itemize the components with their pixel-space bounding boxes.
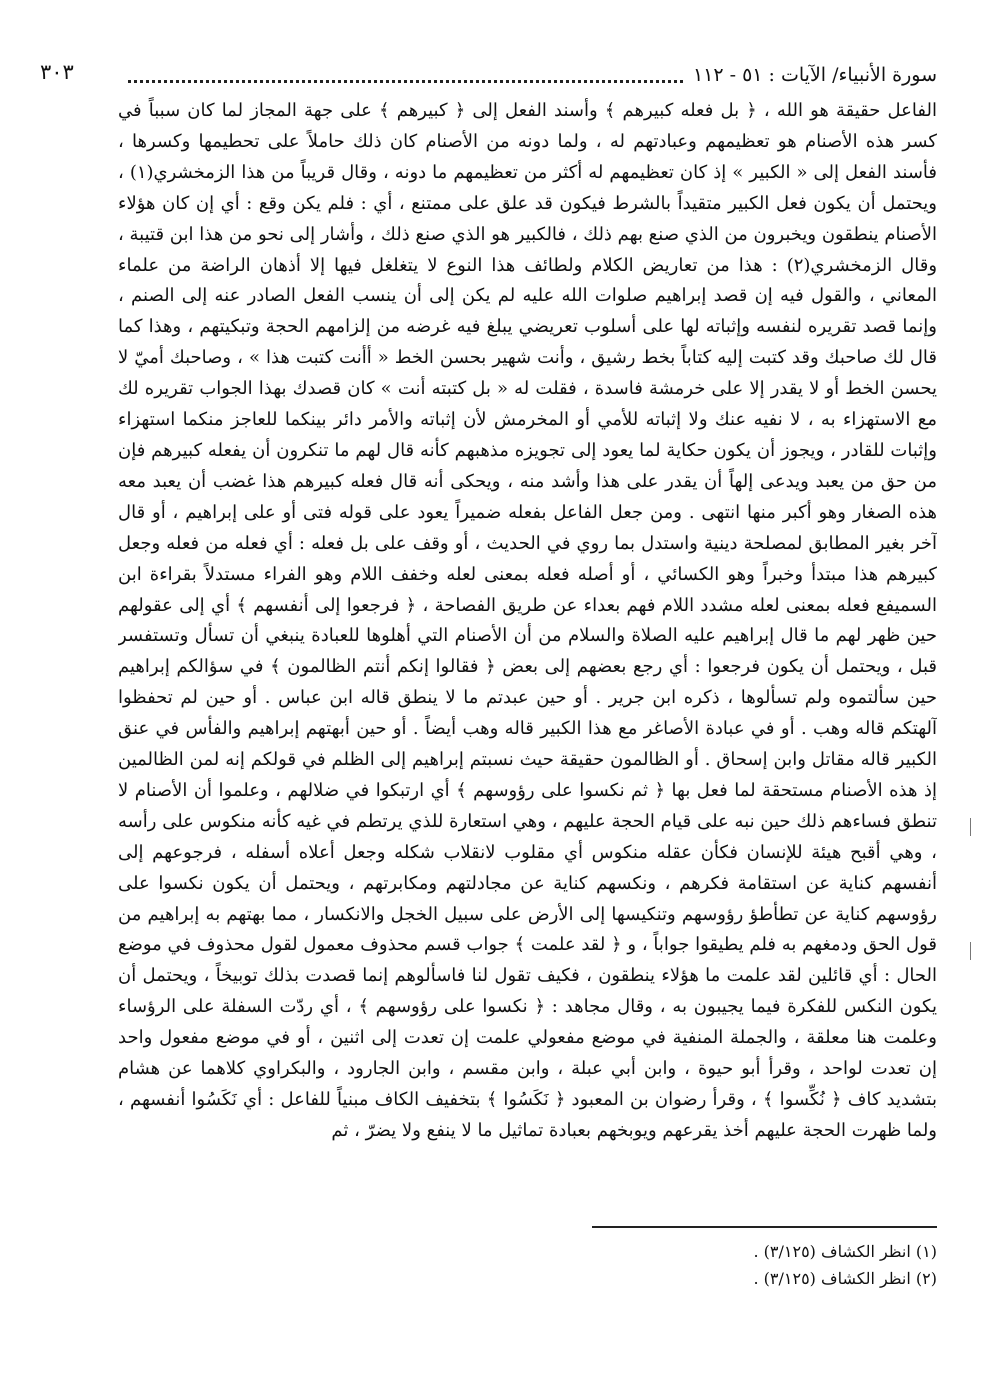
header-title: سورة الأنبياء/ الآيات : ٥١ - ١١٢ (692, 64, 937, 86)
footnotes (517, 1238, 937, 1292)
footnote-2: (٢) انظر الكشاف (٣/١٢٥) . (753, 1269, 937, 1288)
header-dotted-leader (128, 68, 683, 83)
body-text (118, 96, 937, 1226)
margin-mark (970, 942, 971, 960)
footnote-1: (١) انظر الكشاف (٣/١٢٥) . (753, 1242, 937, 1261)
margin-mark (970, 818, 971, 836)
footnote-divider (592, 1226, 937, 1228)
page-number: ٣٠٣ (40, 60, 74, 84)
body-paragraph: الفاعل حقيقة هو الله ، ﴿ بل فعله كبيرهم ﴾ وأسند الفعل إلى ﴿ كبيرهم ﴾ على جهة المجاز لما كان سبباً في كسر هذه الأصنام هو تعظيمهم وعبادتهم له ، ولما دونه من الأصنام كان ذلك حاملاً على تحطيمها وكسرها ، فأسند الفعل إلى « الكبير » إذ كان تعظيمهم له أكثر من تعظيمهم ما دونه ، وقال قريباً من هذا الزمخشري(١) ، ويحتمل أن يكون فعل الكبير متقيداً بالشرط فيكون قد علق على ممتنع ، أي : فلم يكن وقع : أي إن كان هؤلاء الأصنام ينطقون ويخبرون من الذي صنع بهم ذلك ، فالكبير هو الذي صنع ذلك ، وأشار إلى نحو من هذا ابن قتيبة ، وقال الزمخشري(٢) : هذا من تعاريض الكلام ولطائف هذا النوع لا يتغلغل فيها إلا أذهان الراضة من علماء المعاني ، والقول فيه إن قصد إبراهيم صلوات الله عليه لم يكن إلى أن ينسب الفعل الصادر عنه إلى الصنم ، وإنما قصد تقريره لنفسه وإثباته لها على أسلوب تعريضي يبلغ فيه غرضه من إلزامهم الحجة وتبكيتهم ، وهذا كما قال لك صاحبك وقد كتبت إليه كتاباً بخط رشيق ، وأنت شهير بحسن الخط « أأنت كتبت هذا » ، وصاحبك أميّ لا يحسن الخط أو لا يقدر إلا على خرمشة فاسدة ، فقلت له « بل كتبته أنت » كان قصدك بهذا الجواب تقريره لك مع الاستهزاء به ، لا نفيه عنك ولا إثباته للأمي أو المخرمش لأن إثباته والأمر دائر بينكما للعاجز منكما استهزاء وإثبات للقادر ، ويجوز أن يكون حكاية لما يعود إلى تجويزه مذهبهم كأنه قال لهم ما تنكرون أن يفعله كبيرهم فإن من حق من يعبد ويدعى إلهاً أن يقدر على هذا وأشد منه ، ويحكى أنه قال فعله كبيرهم هذا غضب أن يعبد معه هذه الصغار وهو أكبر منها انتهى . ومن جعل الفاعل بفعله ضميراً يعود على قوله فتى أو على إبراهيم ، أو قال آخر بغير المطابق لمصلحة دينية واستدل بما روي في الحديث ، أو وقف على بل فعله : أي فعله من فعله وجعل كبيرهم هذا مبتدأ وخبراً وهو الكسائي ، أو أصله فعله بمعنى لعله وخفف اللام وهو الفراء مستدلاً بقراءة ابن السميفع فعله بمعنى لعله مشدد اللام فهم بعداء عن طريق الفصاحة ، ﴿ فرجعوا إلى أنفسهم ﴾ أي إلى عقولهم حين ظهر لهم ما قال إبراهيم عليه الصلاة والسلام من أن الأصنام التي أهلوها للعبادة ينبغي أن تسأل وتستفسر قبل ، ويحتمل أن يكون فرجعوا : أي رجع بعضهم إلى بعض ﴿ فقالوا إنكم أنتم الظالمون ﴾ في سؤالكم إبراهيم حين سألتموه ولم تسألوها ، ذكره ابن جرير . أو حين عبدتم ما لا ينطق قاله ابن عباس . أو حين لم تحفظوا آلهتكم قاله وهب . أو في عبادة الأصاغر مع هذا الكبير قاله وهب أيضاً . أو حين أبهتهم إبراهيم والفأس في عنق الكبير قاله مقاتل وابن إسحاق . أو الظالمون حقيقة حيث نسبتم إبراهيم إلى الظلم في قولكم إنه لمن الظالمين إذ هذه الأصنام مستحقة لما فعل بها ﴿ ثم نكسوا على رؤوسهم ﴾ أي ارتبكوا في ضلالهم ، وعلموا أن الأصنام لا تنطق فساءهم ذلك حين نبه على قيام الحجة عليهم ، وهي استعارة للذي يرتطم في غيه كأنه منكوس على رأسه ، وهي أقبح هيئة للإنسان فكأن عقله منكوس أي مقلوب لانقلاب شكله وجعل أعلاه أسفله ، فرجوعهم إلى أنفسهم كناية عن استقامة فكرهم ، ونكسهم كناية عن مجادلتهم ومكابرتهم ، ويحتمل أن يكون نكسوا على رؤوسهم كناية عن تطأطؤ رؤوسهم وتنكيسها إلى الأرض على سبيل الخجل والانكسار ، مما بهتهم به إبراهيم من قول الحق ودمغهم به فلم يطيقوا جواباً ، و ﴿ لقد علمت ﴾ جواب قسم محذوف معمول لقول محذوف في موضع الحال : أي قائلين لقد علمت ما هؤلاء ينطقون ، فكيف تقول لنا فاسألوهم إنما قصدت بذلك توبيخاً ، ويحتمل أن يكون النكس للفكرة فيما يجيبون به ، وقال مجاهد : ﴿ نكسوا على رؤوسهم ﴾ ، أي ردّت السفلة على الرؤساء وعلمت هنا معلقة ، والجملة المنفية في موضع مفعولي علمت إن تعدت إلى اثنين ، أو في موضع مفعول واحد إن تعدت لواحد ، وقرأ أبو حيوة ، وابن أبي عبلة ، وابن مقسم ، وابن الجارود ، والبكراوي كلاهما عن هشام بتشديد كاف ﴿ نُكِّسوا ﴾ ، وقرأ رضوان بن المعبود ﴿ نَكَسُوا ﴾ بتخفيف الكاف مبنياً للفاعل : أي نَكَسُوا أنفسهم ، ولما ظهرت الحجة عليهم أخذ يقرعهم ويوبخهم بعبادة تماثيل ما لا ينفع ولا يضرّ ، ثم (118, 100, 937, 1141)
running-header (118, 60, 937, 90)
